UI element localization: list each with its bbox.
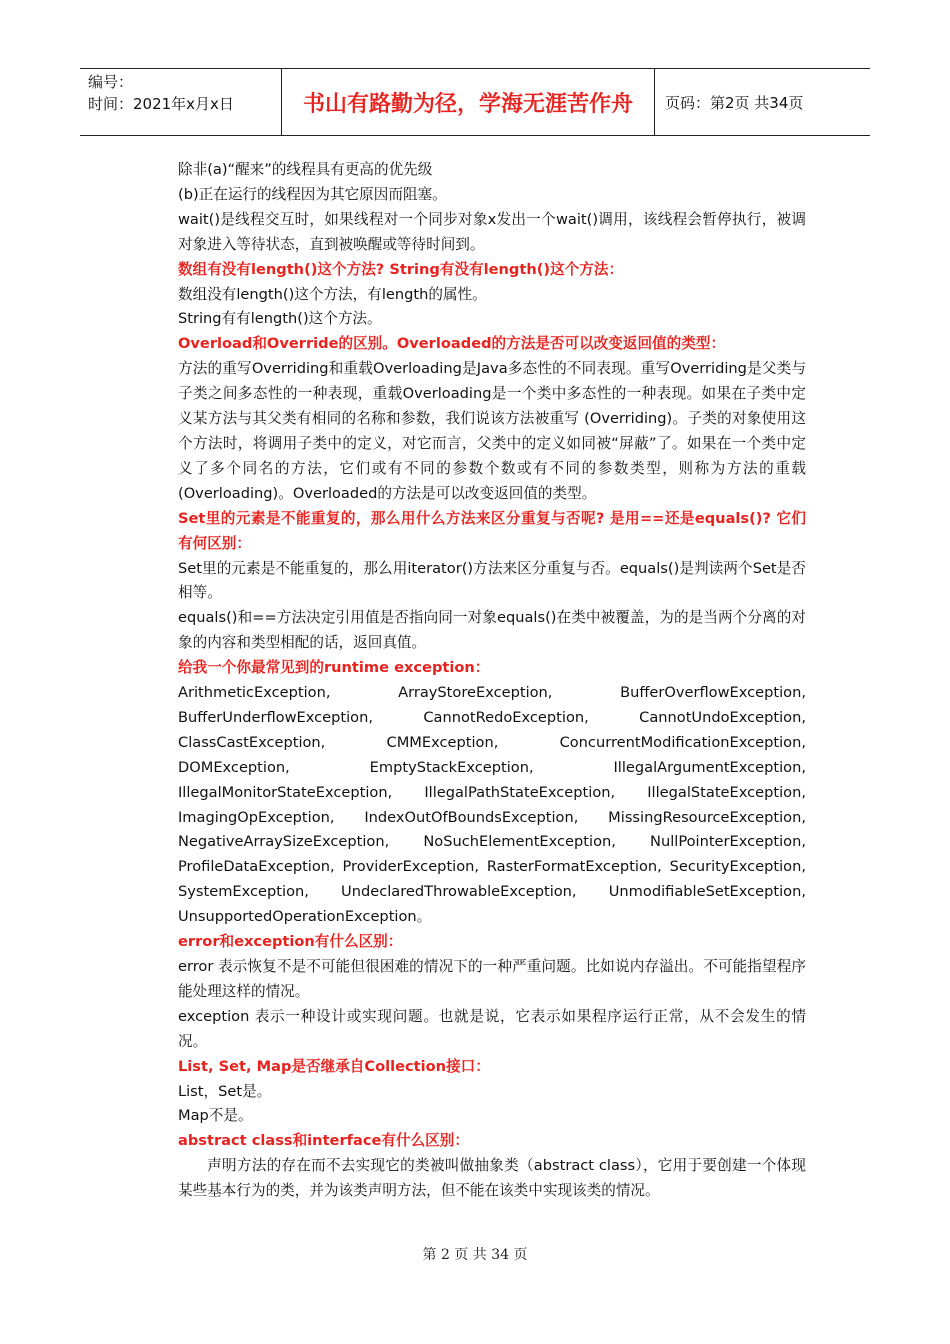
- exception-list-line: SystemException, UndeclaredThrowableException, UnmodifiableSetException,: [178, 883, 806, 901]
- answer-paragraph: equals()和==方法决定引用值是否指向同一对象equals()在类中被覆盖，为的是当两个分离的对象的内容和类型相配的话，返回真值。: [178, 609, 806, 652]
- question-heading: Overload和Override的区别。Overloaded的方法是否可以改变返回值的类型：: [178, 335, 726, 353]
- question-heading: error和exception有什么区别：: [178, 933, 403, 951]
- page-footer: 第 2 页 共 34 页: [422, 1247, 528, 1263]
- question-heading: 数组有没有length()这个方法? String有没有length()这个方法：: [178, 260, 624, 278]
- exception-list-line: ProfileDataException, ProviderException, RasterFormatException, SecurityException,: [178, 858, 806, 876]
- exception-list-line: ClassCastException, CMMException, ConcurrentModificationException,: [178, 733, 806, 751]
- header-motto: 书山有路勤为径，学海无涯苦作舟: [282, 69, 655, 135]
- answer-text: List，Set是。: [178, 1082, 272, 1100]
- answer-paragraph: 方法的重写Overriding和重载Overloading是Java多态性的不同表现。重写Overriding是父类与子类之间多态性的一种表现，重载Overloading是一个类中多态性的一种表现。如果在子类中定义某方法与其父类有相同的名称和参数，我们说该方法被重写 (Overriding)。子类的对象使用这个方法时，将调用子类中的定义，对它而言，父类中的定义如同被“屏蔽”了。如果在一个类中定义了多个同名的方法，它们或有不同的参数个数或有不同的参数类型，则称为方法的重载(Overloading)。Overloaded的方法是可以改变返回值的类型。: [178, 360, 806, 502]
- answer-text: String有有length()这个方法。: [178, 310, 382, 328]
- text-line: (b)正在运行的线程因为其它原因而阻塞。: [178, 185, 447, 203]
- document-number: 编号：: [88, 73, 134, 91]
- question-heading: 给我一个你最常见到的runtime exception：: [178, 659, 490, 677]
- exception-list-line: BufferUnderflowException, CannotRedoException, CannotUndoException,: [178, 708, 806, 726]
- exception-list-line: ArithmeticException, ArrayStoreException, BufferOverflowException,: [178, 684, 806, 702]
- question-heading: List, Set, Map是否继承自Collection接口：: [178, 1057, 490, 1075]
- answer-paragraph: 声明方法的存在而不去实现它的类被叫做抽象类（abstract class），它用于要创建一个体现某些基本行为的类，并为该类声明方法，但不能在该类中实现该类的情况。: [178, 1157, 806, 1200]
- answer-paragraph: exception 表示一种设计或实现问题。也就是说，它表示如果程序运行正常，从不会发生的情况。: [178, 1007, 806, 1050]
- document-time: 时间：2021年x月x日: [88, 95, 234, 113]
- exception-list-line: NegativeArraySizeException, NoSuchElementException, NullPointerException,: [178, 833, 806, 851]
- page-header: [80, 68, 870, 136]
- answer-text: 数组没有length()这个方法，有length的属性。: [178, 285, 487, 303]
- header-page-number: 页码：第2页 共34页: [665, 93, 804, 112]
- answer-paragraph: error 表示恢复不是不可能但很困难的情况下的一种严重问题。比如说内存溢出。不可能指望程序能处理这样的情况。: [178, 958, 806, 1000]
- question-heading: abstract class和interface有什么区别：: [178, 1132, 469, 1150]
- text-line: 除非(a)“醒来”的线程具有更高的优先级: [178, 161, 433, 178]
- page-content: [178, 158, 806, 1204]
- header-meta: [80, 69, 282, 135]
- question-heading: Set里的元素是不能重复的，那么用什么方法来区分重复与否呢? 是用==还是equals()? 它们有何区别：: [178, 509, 806, 552]
- exception-list-line: UnsupportedOperationException。: [178, 908, 432, 926]
- text-paragraph: wait()是线程交互时，如果线程对一个同步对象x发出一个wait()调用，该线程会暂停执行，被调对象进入等待状态，直到被唤醒或等待时间到。: [178, 210, 806, 253]
- exception-list-line: IllegalMonitorStateException, IllegalPathStateException, IllegalStateException,: [178, 783, 806, 801]
- exception-list-line: DOMException, EmptyStackException, IllegalArgumentException,: [178, 758, 806, 776]
- exception-list-line: ImagingOpException, IndexOutOfBoundsException, MissingResourceException,: [178, 808, 806, 826]
- answer-paragraph: Set里的元素是不能重复的，那么用iterator()方法来区分重复与否。equals()是判读两个Set是否相等。: [178, 559, 806, 602]
- answer-text: Map不是。: [178, 1107, 253, 1125]
